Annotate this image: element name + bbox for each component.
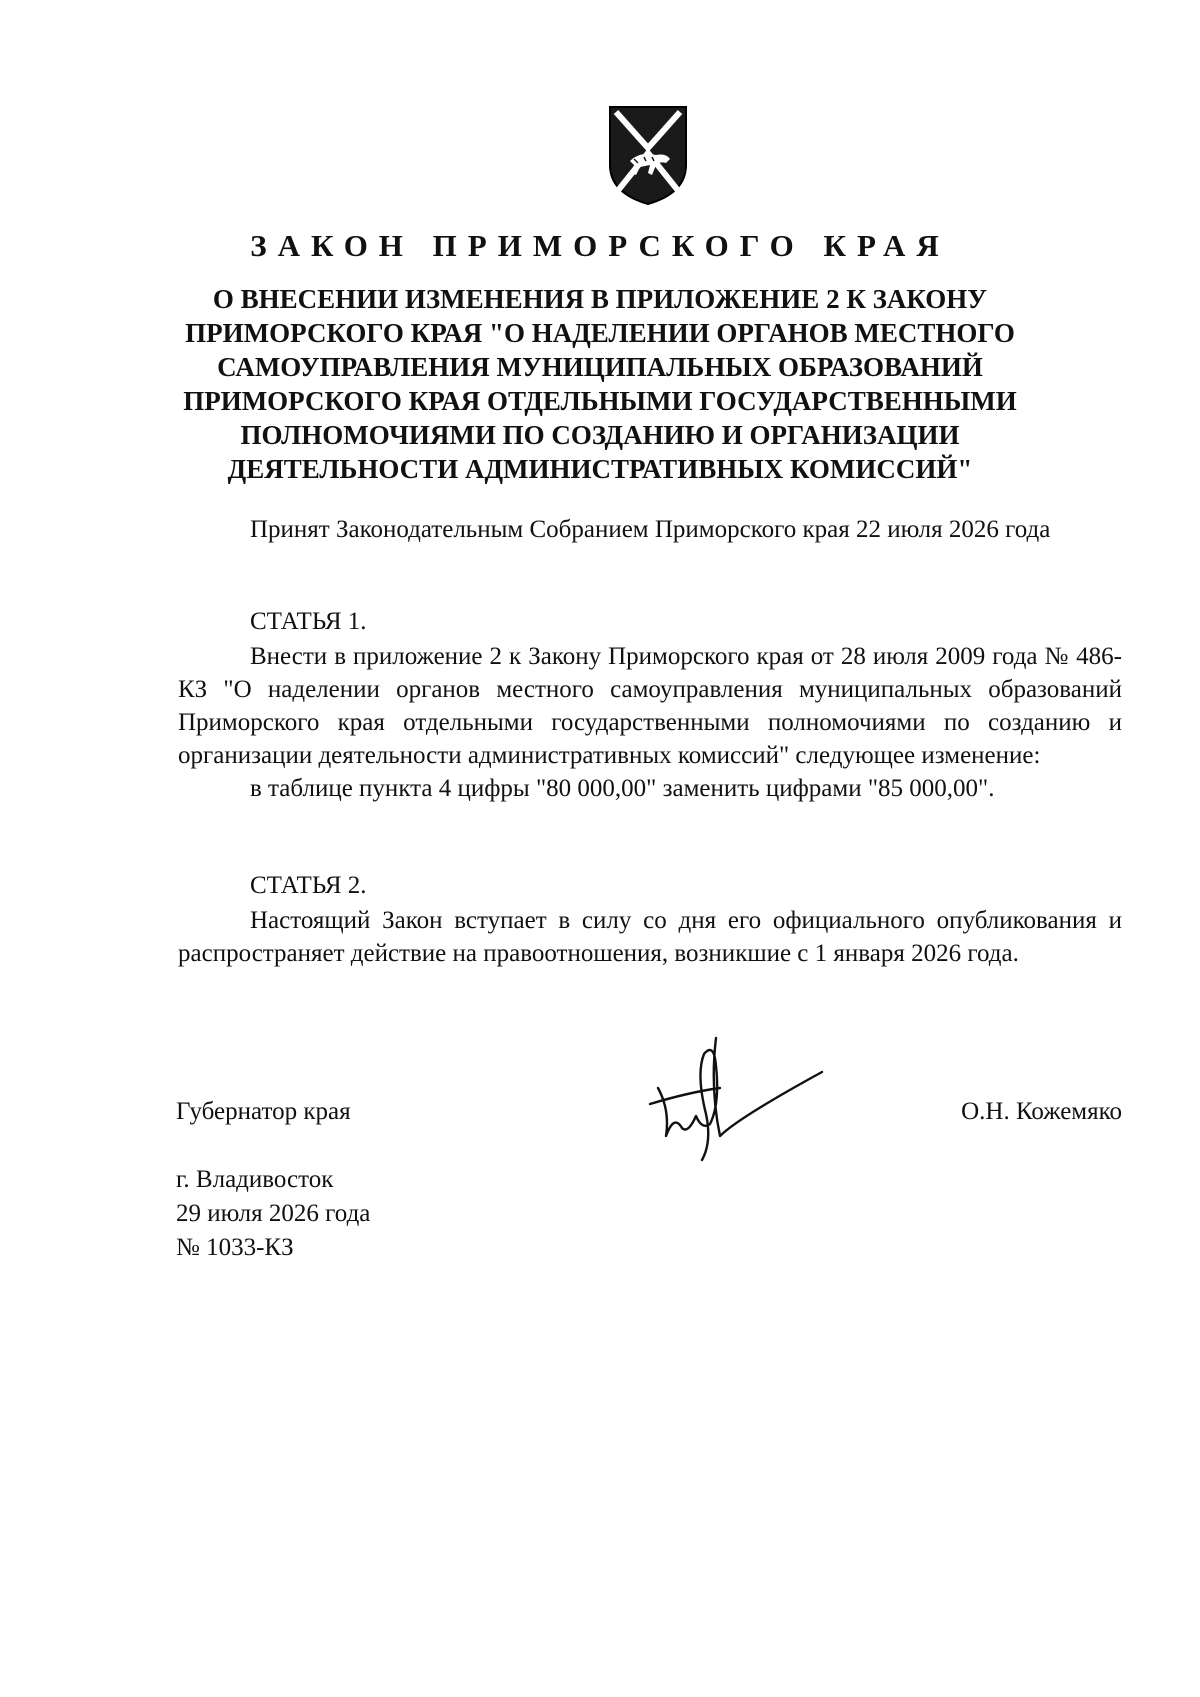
- coat-of-arms-icon: [604, 103, 692, 207]
- article-2-label: СТАТЬЯ 2.: [250, 872, 367, 899]
- heading-line: О ВНЕСЕНИИ ИЗМЕНЕНИЯ В ПРИЛОЖЕНИЕ 2 К ЗАКОНУ: [212, 284, 988, 314]
- article-2-body: [178, 904, 1122, 970]
- article-1-body: [178, 640, 1122, 805]
- law-heading: [150, 282, 1050, 486]
- article-1-paragraph: в таблице пункта 4 цифры "80 000,00" заменить цифрами "85 000,00".: [250, 775, 995, 802]
- heading-line: ПРИМОРСКОГО КРАЯ ОТДЕЛЬНЫМИ ГОСУДАРСТВЕННЫМИ: [183, 386, 1017, 416]
- adoption-note: Принят Законодательным Собранием Приморского края 22 июля 2026 года: [250, 516, 1051, 543]
- handwritten-signature: [630, 1018, 830, 1168]
- governor-name: О.Н. Кожемяко: [961, 1098, 1122, 1125]
- signing-place: г. Владивосток: [176, 1166, 334, 1193]
- article-1-paragraph: Внести в приложение 2 к Закону Приморского края от 28 июля 2009 года № 486-КЗ "О наделении органов местного самоуправления муниципальных образований Приморского края отдельными государственными полномочиями по созданию и организации деятельности административных комиссий" следующее изменение:: [178, 643, 1122, 769]
- heading-line: ДЕЯТЕЛЬНОСТИ АДМИНИСТРАТИВНЫХ КОМИССИЙ": [227, 454, 973, 484]
- heading-line: САМОУПРАВЛЕНИЯ МУНИЦИПАЛЬНЫХ ОБРАЗОВАНИЙ: [217, 352, 983, 382]
- law-title: ЗАКОН ПРИМОРСКОГО КРАЯ: [250, 228, 950, 263]
- article-2-paragraph: Настоящий Закон вступает в силу со дня его официального опубликования и распространяет действие на правоотношения, возникшие с 1 января 2026 года.: [178, 907, 1122, 967]
- law-number: № 1033-КЗ: [176, 1234, 294, 1261]
- heading-line: ПОЛНОМОЧИЯМИ ПО СОЗДАНИЮ И ОРГАНИЗАЦИИ: [240, 420, 960, 450]
- article-1-label: СТАТЬЯ 1.: [250, 608, 367, 635]
- heading-line: ПРИМОРСКОГО КРАЯ "О НАДЕЛЕНИИ ОРГАНОВ МЕСТНОГО: [185, 318, 1015, 348]
- governor-title: Губернатор края: [176, 1098, 351, 1125]
- signing-details: [176, 1163, 370, 1265]
- signing-date: 29 июля 2026 года: [176, 1200, 371, 1227]
